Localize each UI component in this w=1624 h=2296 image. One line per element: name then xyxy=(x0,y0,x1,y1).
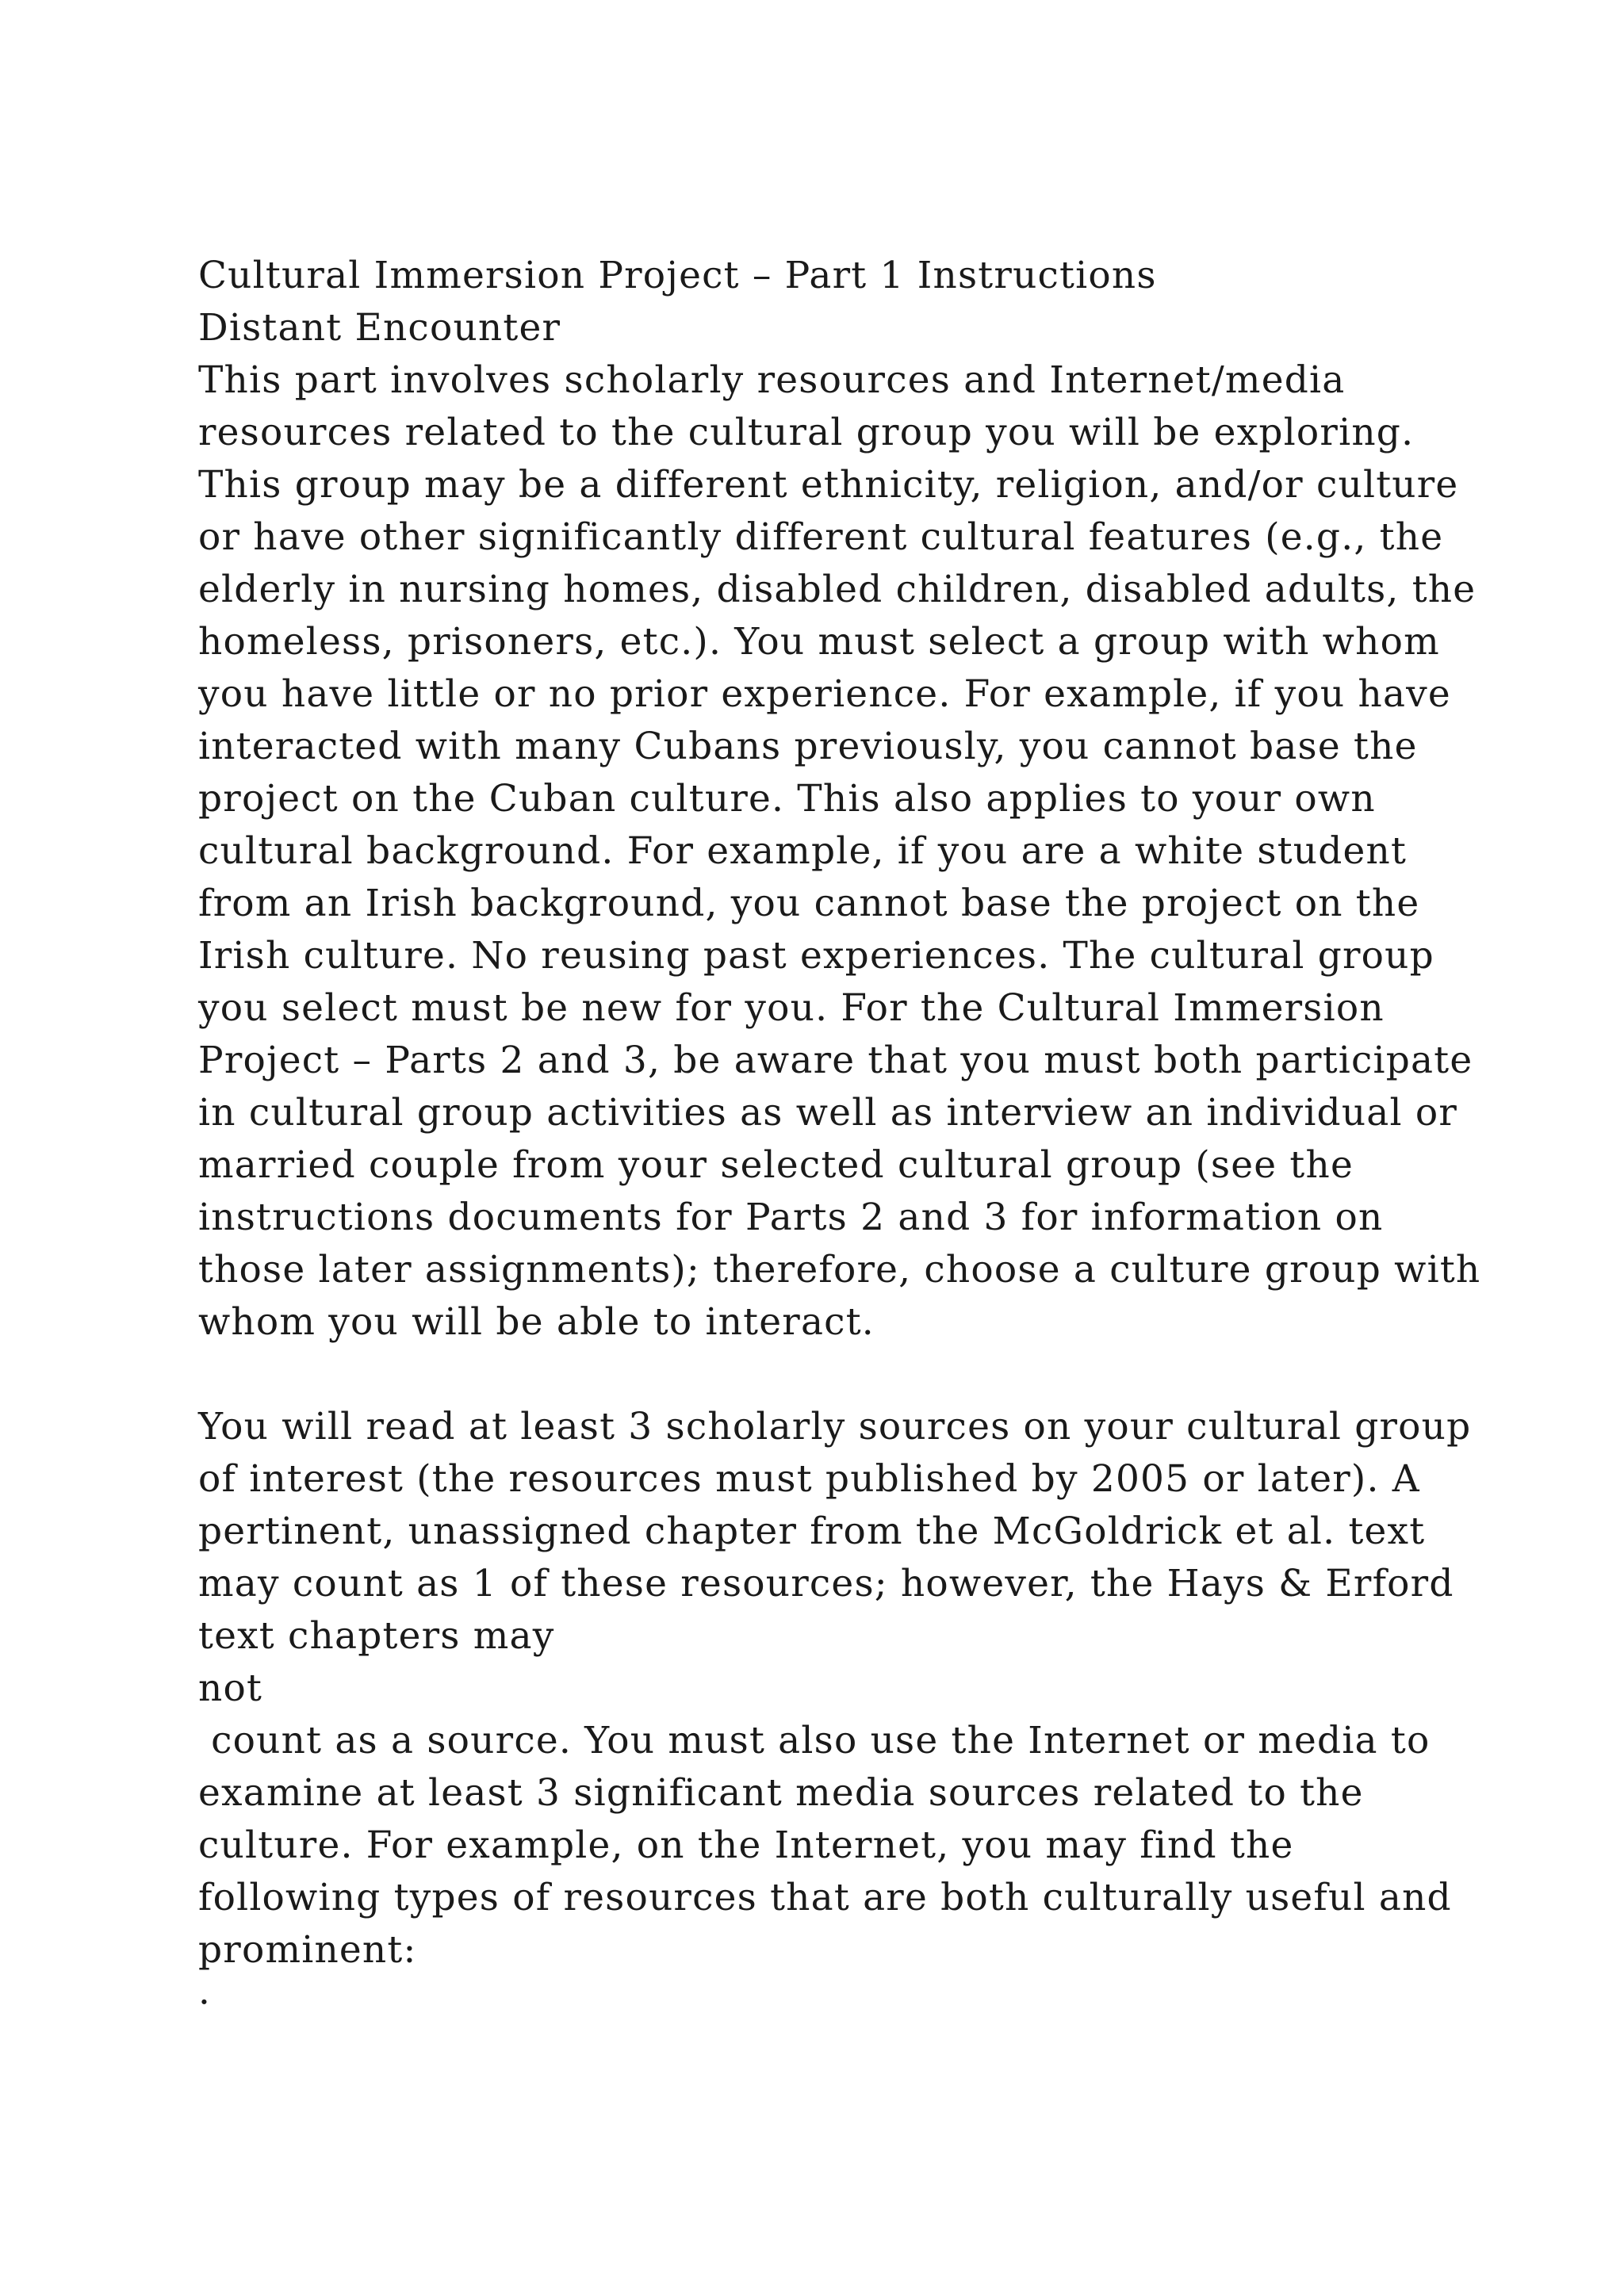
text-line: This group may be a different ethnicity, religion, and/or culture xyxy=(198,463,1459,507)
document-title: Cultural Immersion Project – Part 1 Instructions xyxy=(198,254,1157,297)
text-line: you select must be new for you. For the Cultural Immersion xyxy=(198,986,1385,1030)
bullet-marker: · xyxy=(198,1980,212,2024)
text-line: text chapters may xyxy=(198,1614,555,1658)
text-line: pertinent, unassigned chapter from the McGoldrick et al. text xyxy=(198,1510,1426,1553)
text-line: count as a source. You must also use the Internet or media to xyxy=(198,1719,1431,1762)
text-line: resources related to the cultural group you will be exploring. xyxy=(198,411,1415,454)
text-line: those later assignments); therefore, choose a culture group with xyxy=(198,1248,1481,1292)
text-line: elderly in nursing homes, disabled children, disabled adults, the xyxy=(198,568,1477,611)
text-line: Project – Parts 2 and 3, be aware that you must both participate xyxy=(198,1039,1473,1082)
text-line: cultural background. For example, if you are a white student xyxy=(198,829,1408,873)
text-line: or have other significantly different cultural features (e.g., the xyxy=(198,515,1444,559)
text-line: whom you will be able to interact. xyxy=(198,1300,875,1344)
document-body xyxy=(198,250,1546,2029)
paragraph-2 xyxy=(198,1401,1546,2029)
text-line: instructions documents for Parts 2 and 3 for information on xyxy=(198,1196,1384,1239)
text-line: culture. For example, on the Internet, you may find the xyxy=(198,1823,1294,1867)
text-line: from an Irish background, you cannot base the project on the xyxy=(198,882,1420,925)
text-line: in cultural group activities as well as interview an individual or xyxy=(198,1091,1458,1135)
text-line: interacted with many Cubans previously, you cannot base the xyxy=(198,725,1418,768)
text-line: you have little or no prior experience. For example, if you have xyxy=(198,672,1451,716)
document-subtitle: Distant Encounter xyxy=(198,306,561,350)
text-line: married couple from your selected cultural group (see the xyxy=(198,1143,1354,1187)
text-line: prominent: xyxy=(198,1928,417,1972)
text-line: examine at least 3 significant media sources related to the xyxy=(198,1771,1364,1815)
text-line: following types of resources that are both culturally useful and xyxy=(198,1876,1452,1919)
text-line: project on the Cuban culture. This also applies to your own xyxy=(198,777,1376,821)
text-line: may count as 1 of these resources; however, the Hays & Erford xyxy=(198,1562,1454,1605)
text-line: Irish culture. No reusing past experiences. The cultural group xyxy=(198,934,1434,978)
text-line: This part involves scholarly resources and Internet/media xyxy=(198,358,1346,402)
paragraph-1 xyxy=(198,354,1546,1349)
paragraph-spacer xyxy=(198,1349,1546,1401)
text-line: of interest (the resources must published by 2005 or later). A xyxy=(198,1457,1420,1501)
text-line: not xyxy=(198,1667,263,1710)
text-line: homeless, prisoners, etc.). You must select a group with whom xyxy=(198,620,1440,664)
text-line: You will read at least 3 scholarly sources on your cultural group xyxy=(198,1405,1472,1448)
